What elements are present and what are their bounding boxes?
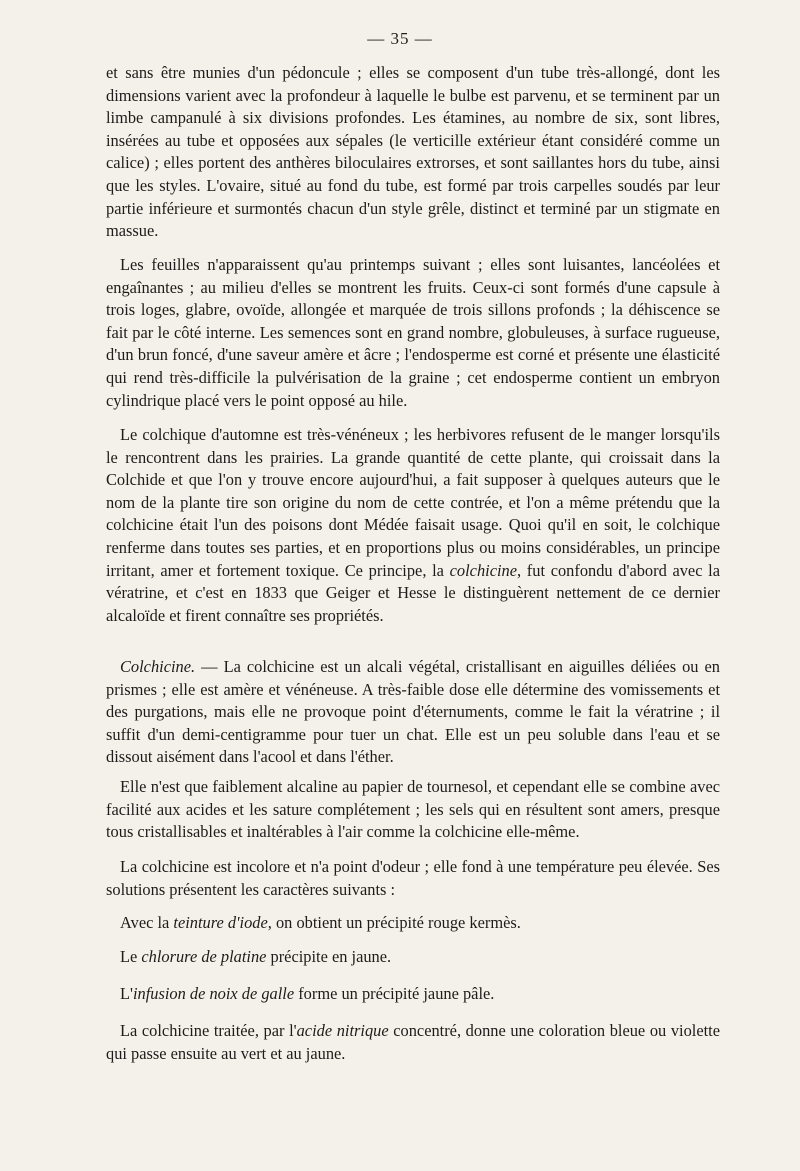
paragraph-toxicity xyxy=(106,424,720,627)
paragraph-flower-description: et sans être munies d'un pédoncule ; elles se composent d'un tube très-allongé, dont les dimensions varient avec la profondeur à laquelle le bulbe est parvenu, et se terminent par un limbe campanulé à six divisions profondes. Les étamines, au nombre de six, sont libres, insérées au tube et opposées aux sépales (le verticille extérieur étant considéré comme un calice) ; elles portent des anthères biloculaires extrorses, et sont saillantes hors du tube, ainsi que les styles. L'ovaire, situé au fond du tube, est formé par trois carpelles soudés par leur partie inférieure et surmontés chacun d'un style grêle, distinct et terminé par un stigmate en massue. xyxy=(106,63,720,241)
nitric-text-start: La colchicine traitée, par l' xyxy=(120,1021,297,1040)
colchicine-heading: Colchicine. xyxy=(120,657,196,676)
properties-text: La colchicine est incolore et n'a point d'odeur ; elle fond à une température peu élevée. Ses solutions présentent les caractères suivants : xyxy=(106,857,720,899)
reaction-iode-reagent: teinture d'iode xyxy=(173,913,268,932)
reaction-iode-result: , on obtient un précipité rouge kermès. xyxy=(267,913,521,932)
colchicine-term: colchicine xyxy=(449,560,518,580)
paragraph-leaves-fruits xyxy=(106,254,720,412)
page-number: — 35 — xyxy=(367,29,433,48)
reaction-galle xyxy=(120,983,720,1006)
reaction-iode-pre: Avec la xyxy=(120,913,174,932)
paragraph-properties xyxy=(106,856,720,901)
reaction-platine xyxy=(120,946,720,969)
paragraph-nitric-acid xyxy=(106,1020,720,1065)
reaction-platine-result: précipite en jaune. xyxy=(266,947,392,966)
paragraph-colchicine xyxy=(106,656,720,769)
nitric-acid-term: acide nitrique xyxy=(296,1021,389,1040)
nitric-text-end: concentré, donne une coloration bleue ou violette qui passe ensuite au vert et au jaune. xyxy=(106,1021,720,1063)
reaction-platine-reagent: chlorure de platine xyxy=(141,947,267,966)
alkalinity-text: Elle n'est que faiblement alcaline au papier de tournesol, et cependant elle se combine avec facilité aux acides et les sature complétement ; les sels qui en résultent sont amers, presque tous cristallisables et inaltérables à l'air comme la colchicine elle-même. xyxy=(106,777,720,842)
toxicity-text-start: Le colchique d'automne est très-vénéneux ; les herbivores refusent de le manger lorsqu'ils le rencontrent dans les prairies. La grande quantité de cette plante, qui croissait dans la Colchide et que l'on y trouve encore aujourd'hui, a fait supposer à quelques auteurs que le nom de la plante tire son origine du nom de cette contrée, et l'on a même prétendu que la colchicine était l'un des poisons dont Médée faisait usage. Quoi qu'il en soit, le colchique renferme dans toutes ses parties, et en proportions plus ou moins considérables, un principe irritant, amer et fortement toxique. Ce principe, la xyxy=(106,425,720,580)
reaction-galle-reagent: infusion de noix de galle xyxy=(132,984,295,1003)
toxicity-text-end: , fut confondu d'abord avec la vératrine, et c'est en 1833 que Geiger et Hesse le distinguèrent nettement de ce dernier alcaloïde et firent connaître ses propriétés. xyxy=(106,560,721,625)
reaction-galle-pre: L' xyxy=(120,984,133,1003)
reaction-iode xyxy=(120,912,720,935)
paragraph-alkalinity xyxy=(106,776,720,844)
reaction-galle-result: forme un précipité jaune pâle. xyxy=(294,984,495,1003)
colchicine-description: — La colchicine est un alcali végétal, cristallisant en aiguilles déliées ou en prismes ; elle est amère et vénéneuse. A très-faible dose elle détermine des vomissements et des purgations, mais elle ne provoque point d'éternuments, comme le fait la vératrine ; il suffit d'un demi-centigramme pour tuer un chat. Elle est un peu soluble dans l'eau et se dissout aisément dans l'acool et dans l'éther. xyxy=(106,657,720,767)
reaction-platine-pre: Le xyxy=(120,947,142,966)
paragraph-leaves-fruits-text: Les feuilles n'apparaissent qu'au printemps suivant ; elles sont luisantes, lancéolées et engaînantes ; au milieu d'elles se montrent les fruits. Ceux-ci sont formés d'une capsule à trois loges, glabre, ovoïde, allongée et marquée de trois sillons profonds ; la déhiscence se fait par le côté interne. Les semences sont en grand nombre, globuleuses, à surface rugueuse, d'un brun foncé, d'une saveur amère et âcre ; l'endosperme est corné et présente une élasticité qui rend très-difficile la pulvérisation de la graine ; cet endosperme contient un embryon cylindrique placé vers le point opposé au hile. xyxy=(106,255,720,410)
